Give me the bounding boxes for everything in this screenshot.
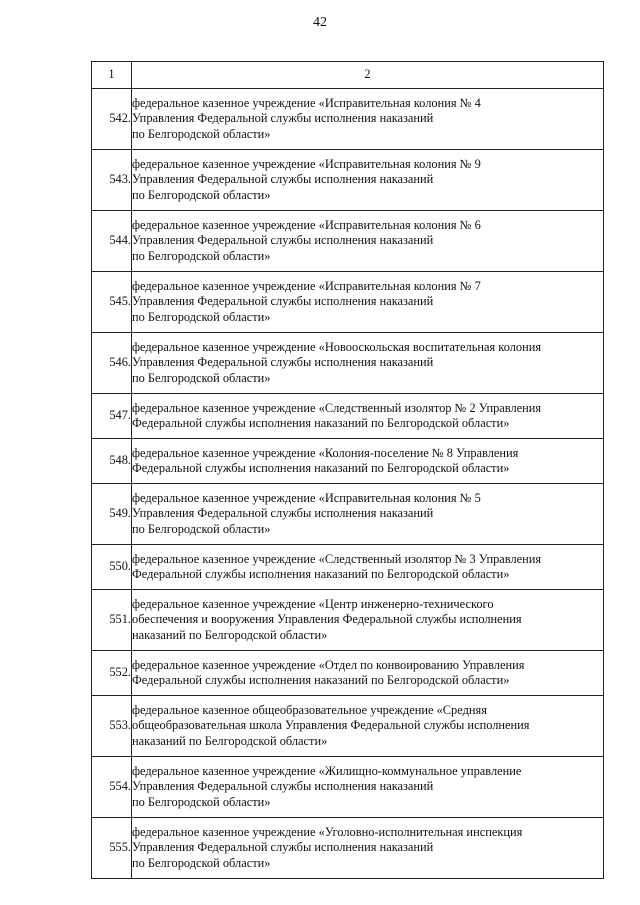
row-number: 549. — [92, 484, 132, 545]
row-number: 553. — [92, 696, 132, 757]
row-number: 550. — [92, 545, 132, 590]
table-row — [92, 333, 604, 394]
institution-name-line: федеральное казенное учреждение «Жилищно-коммунальное управление — [132, 764, 522, 779]
institution-name-line: по Белгородской области» — [132, 521, 271, 536]
institution-name — [132, 484, 604, 545]
institution-name-line: по Белгородской области» — [132, 794, 271, 809]
institution-name-line: Управления Федеральной службы исполнения наказаний — [132, 506, 434, 521]
page-number: 42 — [313, 15, 327, 30]
table-row — [92, 150, 604, 211]
institution-name-line: федеральное казенное учреждение «Колония-поселение № 8 Управления — [132, 445, 519, 460]
institution-name — [132, 545, 604, 590]
row-number: 551. — [92, 590, 132, 651]
row-number: 543. — [92, 150, 132, 211]
table-row — [92, 211, 604, 272]
table-body — [92, 89, 604, 879]
institution-name — [132, 696, 604, 757]
institution-name-line: по Белгородской области» — [132, 855, 271, 870]
institution-name-line: федеральное казенное общеобразовательное учреждение «Средняя — [132, 703, 487, 718]
table-row — [92, 757, 604, 818]
institution-name-line: обеспечения и вооружения Управления Федеральной службы исполнения — [132, 612, 522, 627]
institution-name-line: федеральное казенное учреждение «Исправительная колония № 4 — [132, 96, 481, 111]
institution-name-line: федеральное казенное учреждение «Новооскольская воспитательная колония — [132, 340, 542, 355]
row-number: 542. — [92, 89, 132, 150]
institution-name-line: федеральное казенное учреждение «Исправительная колония № 9 — [132, 157, 481, 172]
institution-name — [132, 818, 604, 879]
institution-name — [132, 394, 604, 439]
table-row — [92, 394, 604, 439]
institution-name-line: Управления Федеральной службы исполнения наказаний — [132, 840, 434, 855]
row-number: 544. — [92, 211, 132, 272]
row-number: 547. — [92, 394, 132, 439]
institution-name — [132, 150, 604, 211]
institution-name-line: федеральное казенное учреждение «Отдел по конвоированию Управления — [132, 657, 525, 672]
row-number: 545. — [92, 272, 132, 333]
institution-name-line: по Белгородской области» — [132, 187, 271, 202]
institution-name-line: федеральное казенное учреждение «Следственный изолятор № 3 Управления — [132, 551, 542, 566]
table-row — [92, 439, 604, 484]
institution-name — [132, 651, 604, 696]
table-row — [92, 89, 604, 150]
institution-name-line: по Белгородской области» — [132, 126, 271, 141]
institution-name — [132, 757, 604, 818]
row-number: 554. — [92, 757, 132, 818]
institution-name-line: федеральное казенное учреждение «Исправительная колония № 7 — [132, 279, 481, 294]
institution-name-line: федеральное казенное учреждение «Центр инженерно-технического — [132, 597, 494, 612]
institution-name — [132, 333, 604, 394]
row-number: 548. — [92, 439, 132, 484]
institution-name-line: федеральное казенное учреждение «Следственный изолятор № 2 Управления — [132, 400, 542, 415]
institution-name — [132, 439, 604, 484]
institution-name-line: Федеральной службы исполнения наказаний по Белгородской области» — [132, 673, 510, 687]
column-header-name: 2 — [132, 62, 604, 89]
institution-name — [132, 590, 604, 651]
institution-name-line: Управления Федеральной службы исполнения наказаний — [132, 233, 434, 248]
institution-name-line: общеобразовательная школа Управления Федеральной службы исполнения — [132, 718, 530, 733]
institution-name-line: наказаний по Белгородской области» — [132, 733, 328, 748]
institution-name-line: федеральное казенное учреждение «Исправительная колония № 6 — [132, 218, 481, 233]
table-row — [92, 272, 604, 333]
institution-name-line: по Белгородской области» — [132, 370, 271, 385]
table-row — [92, 545, 604, 590]
institution-name-line: Управления Федеральной службы исполнения наказаний — [132, 355, 434, 370]
table-row — [92, 651, 604, 696]
row-number: 555. — [92, 818, 132, 879]
column-header-number: 1 — [92, 62, 132, 89]
institution-name-line: Управления Федеральной службы исполнения наказаний — [132, 172, 434, 187]
institution-name-line: Федеральной службы исполнения наказаний по Белгородской области» — [132, 461, 510, 475]
institution-name-line: федеральное казенное учреждение «Уголовно-исполнительная инспекция — [132, 825, 523, 840]
institution-name — [132, 89, 604, 150]
table-header-row — [92, 62, 604, 89]
row-number: 546. — [92, 333, 132, 394]
institution-name-line: федеральное казенное учреждение «Исправительная колония № 5 — [132, 491, 481, 506]
institution-name — [132, 272, 604, 333]
institution-name-line: Федеральной службы исполнения наказаний по Белгородской области» — [132, 567, 510, 581]
institution-name-line: по Белгородской области» — [132, 309, 271, 324]
institution-name-line: Управления Федеральной службы исполнения наказаний — [132, 779, 434, 794]
table-row — [92, 818, 604, 879]
institution-name-line: наказаний по Белгородской области» — [132, 627, 328, 642]
institution-name-line: Управления Федеральной службы исполнения наказаний — [132, 294, 434, 309]
institution-name-line: по Белгородской области» — [132, 248, 271, 263]
table-row — [92, 696, 604, 757]
institution-name-line: Управления Федеральной службы исполнения наказаний — [132, 111, 434, 126]
institutions-table — [91, 61, 604, 879]
row-number: 552. — [92, 651, 132, 696]
table-row — [92, 590, 604, 651]
table-row — [92, 484, 604, 545]
institution-name — [132, 211, 604, 272]
institution-name-line: Федеральной службы исполнения наказаний по Белгородской области» — [132, 416, 510, 430]
